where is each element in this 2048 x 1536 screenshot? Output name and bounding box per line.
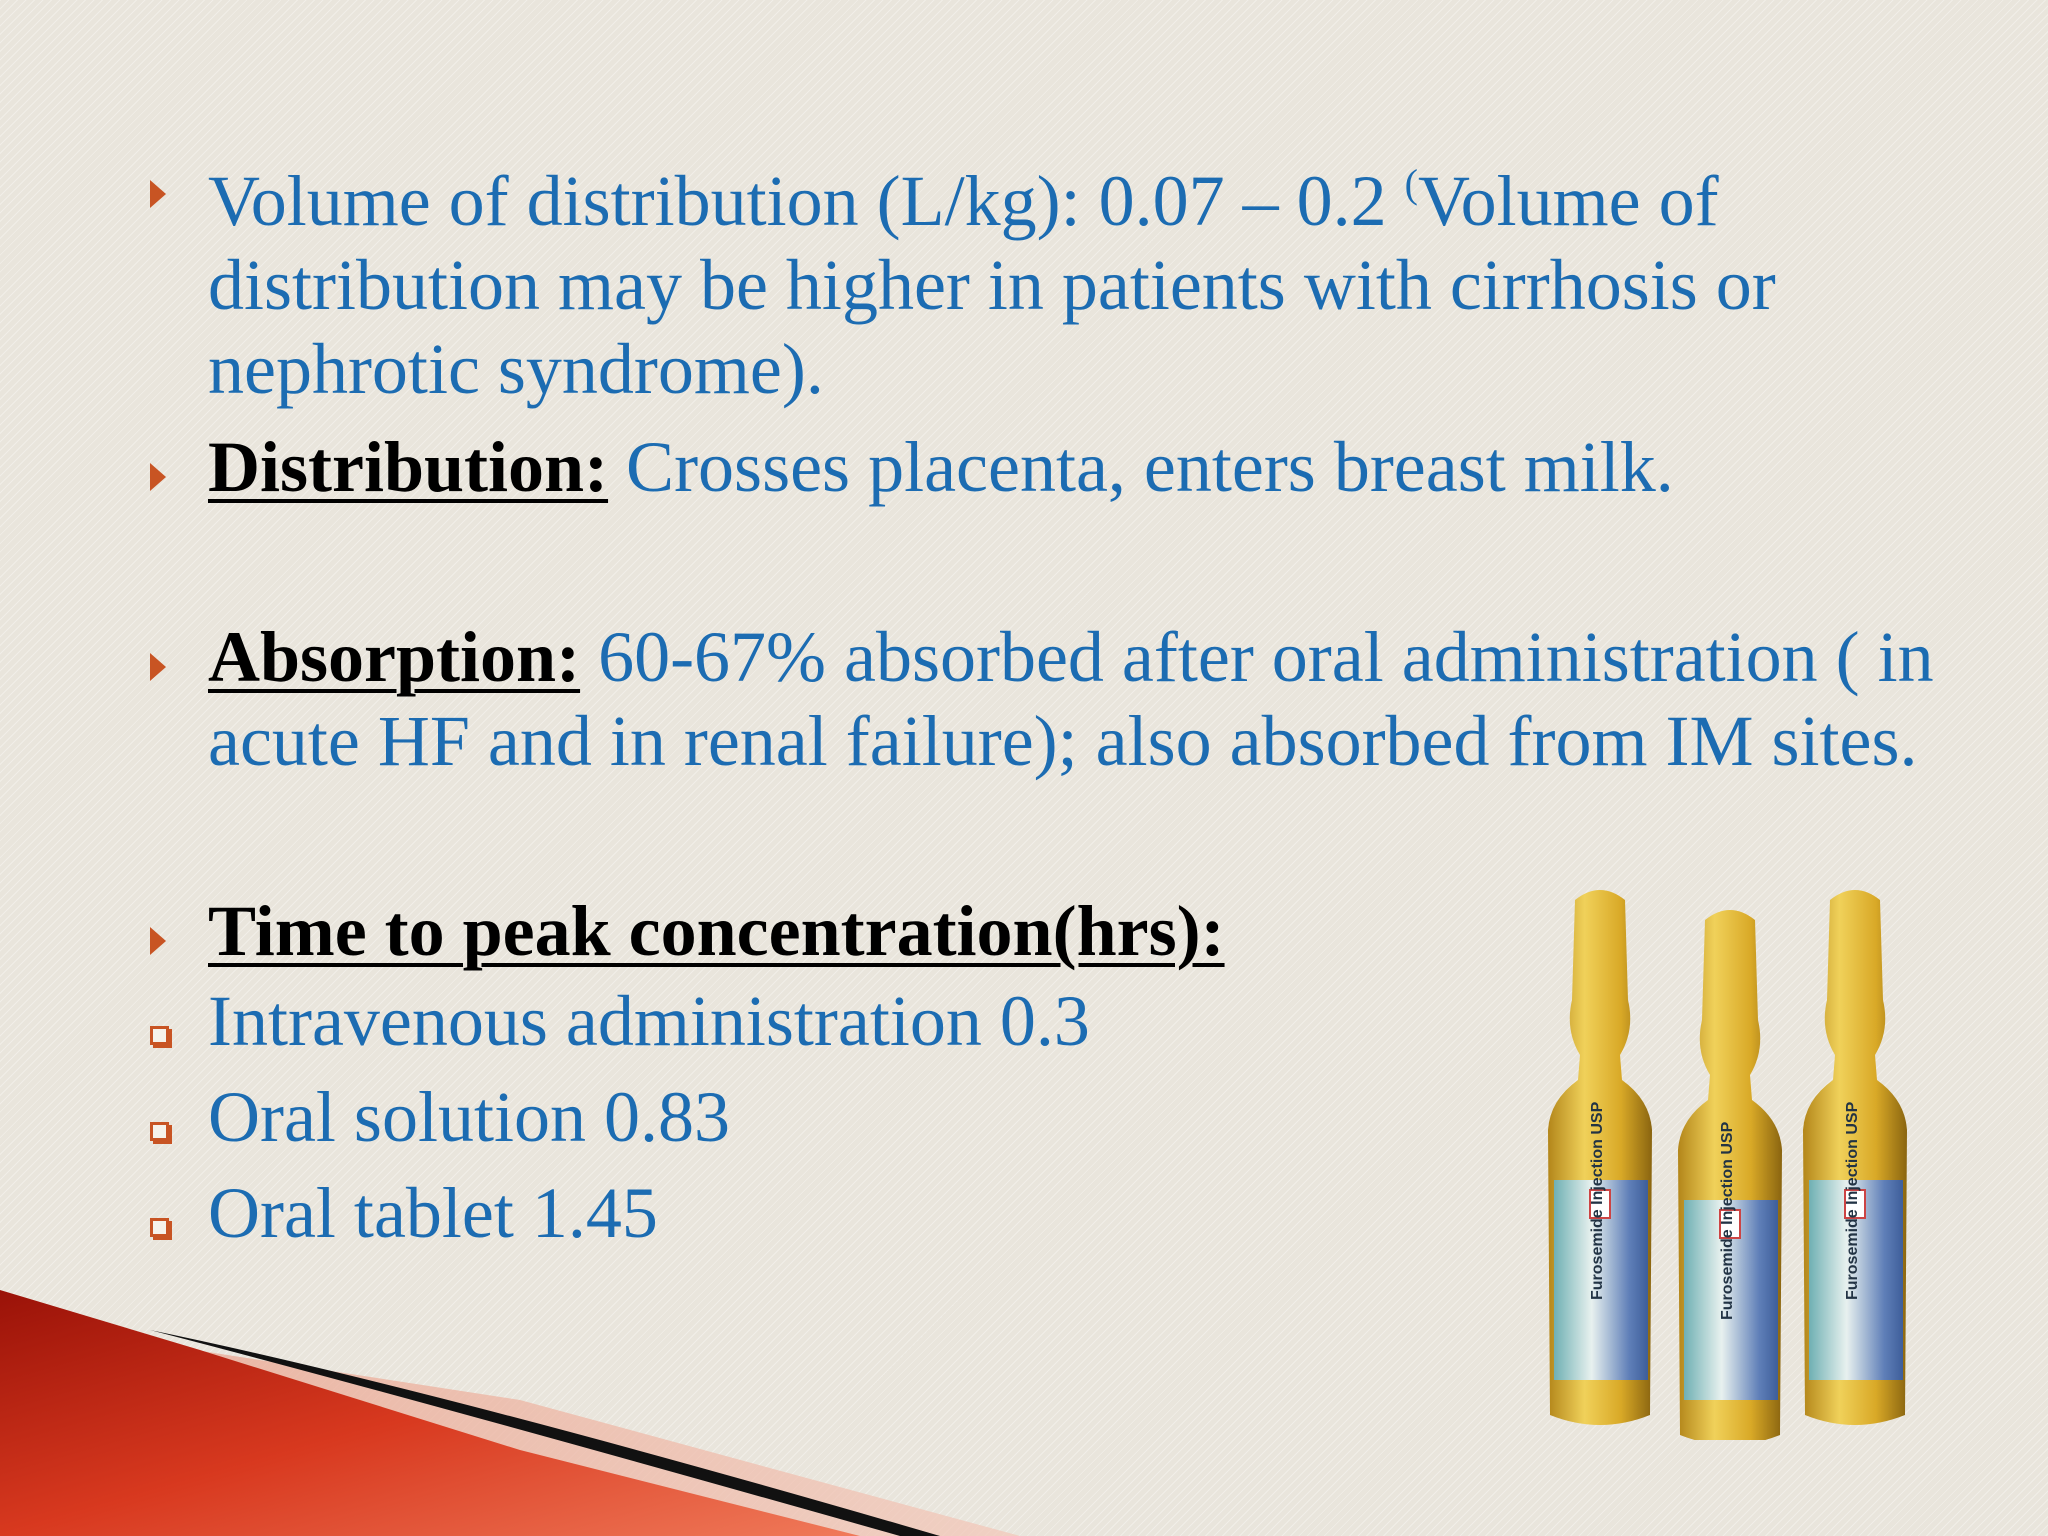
decorative-corner-swoosh (0, 1250, 1020, 1536)
triangle-bullet-icon (150, 425, 166, 509)
volume-text-main: Volume of distribution (L/kg): 0.07 – 0.2 (208, 161, 1387, 241)
bullet-distribution (150, 425, 1950, 509)
bullet-volume-distribution (150, 142, 1950, 411)
square-bullet-icon (150, 979, 169, 1063)
triangle-bullet-icon (150, 889, 166, 973)
bullet-absorption (150, 615, 1950, 783)
ampoule-middle-label: Furosemide Injection USP (1719, 1121, 1736, 1320)
volume-superscript: ( (1404, 161, 1418, 206)
distribution-text: Crosses placenta, enters breast milk. (608, 427, 1674, 507)
ampoule-right (1803, 890, 1907, 1425)
absorption-heading: Absorption: (208, 617, 581, 697)
ampoule-middle (1678, 910, 1782, 1440)
square-bullet-icon (150, 1075, 169, 1159)
ampoule-left-label: Furosemide Injection USP (1589, 1101, 1606, 1300)
square-bullet-icon (150, 1171, 169, 1255)
distribution-heading: Distribution: (208, 427, 609, 507)
triangle-bullet-icon (150, 142, 166, 226)
time-to-peak-heading: Time to peak concentration(hrs): (208, 891, 1225, 971)
ampoule-left (1548, 890, 1652, 1425)
ampoules-image (1530, 880, 1930, 1440)
absorption-text: 60-67% absorbed after oral administration ( in acute HF and in renal failure); also absorbed from IM sites. (208, 617, 1934, 781)
sub-item-text: Oral solution 0.83 (208, 1077, 730, 1157)
sub-item-text: Oral tablet 1.45 (208, 1173, 658, 1253)
sub-item-text: Intravenous administration 0.3 (208, 981, 1090, 1061)
volume-text-rest: Volume of distribution may be higher in patients with cirrhosis or nephrotic syndrome). (208, 161, 1776, 409)
ampoule-right-label: Furosemide Injection USP (1844, 1101, 1861, 1300)
triangle-bullet-icon (150, 615, 166, 699)
